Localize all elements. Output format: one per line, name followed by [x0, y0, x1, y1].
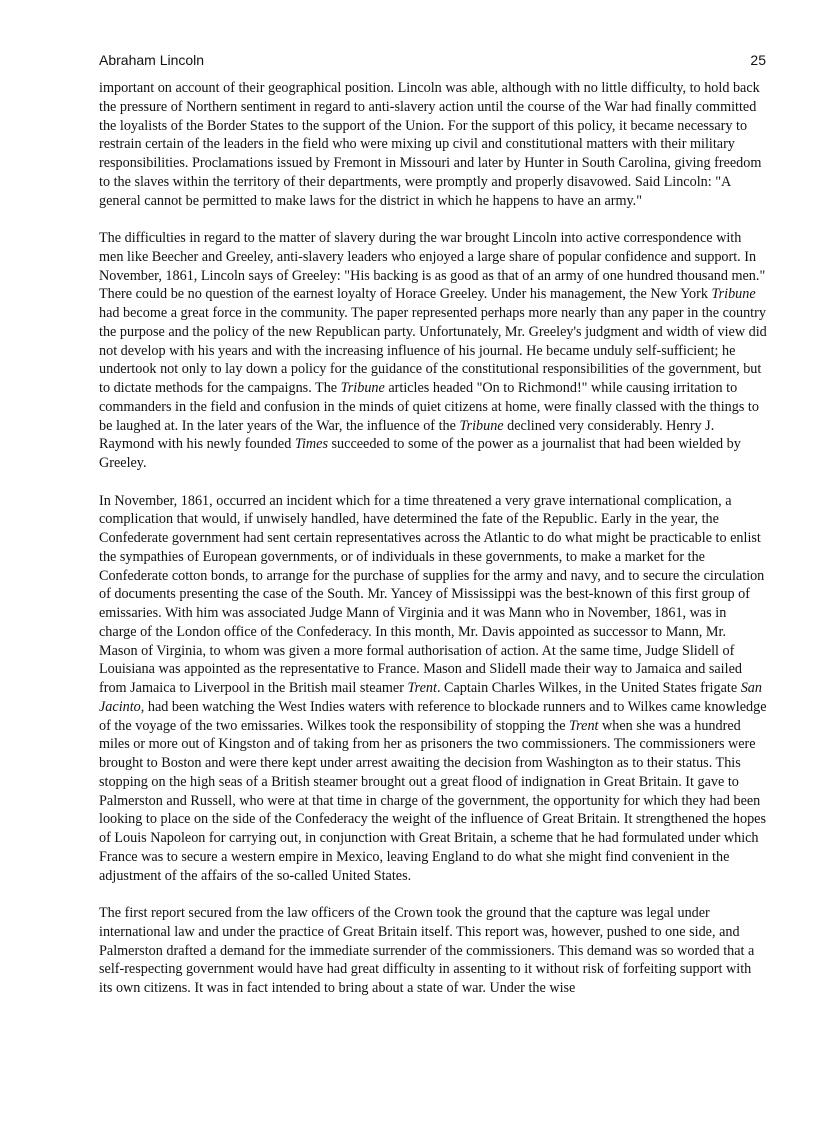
italic-title: Tribune [459, 417, 504, 434]
text-run: declined very considerably. Henry J. Raymond with his newly founded [99, 417, 715, 453]
text-run: , had been watching the West Indies waters with reference to blockade runners and to Wilkes came knowledge of the voyage of the two emissaries. Wilkes took the responsibility of stopping the [99, 698, 767, 734]
text-run: had become a great force in the community. The paper represented perhaps more nearly than any paper in the country the purpose and the policy of the new Republican party. Unfortunately, Mr. Greeley's judgment and width of view did not develop with his years and with the increasing influence of his journal. He became unduly self-sufficient; he undertook not only to lay down a policy for the guidance of the constitutional responsibilities of the government, but to dictate methods for the campaigns. The [99, 305, 767, 396]
body-text [99, 79, 767, 1017]
running-title: Abraham Lincoln [99, 52, 205, 68]
text-run: In November, 1861, occurred an incident which for a time threatened a very grave international complication, a complication that would, if unwisely handled, have determined the fate of the Republic. Early in the year, the Confederate government had sent certain representatives across the Atlantic to do what might be practicable to enlist the sympathies of European governments, or of individuals in these governments, to make a market for the Confederate cotton bonds, to arrange for the purchase of supplies for the army and navy, and to secure the circulation of documents presenting the case of the South. Mr. Yancey of Mississippi was the best-known of this first group of emissaries. With him was associated Judge Mann of Virginia and it was Mann who in November, 1861, was in charge of the London office of the Confederacy. In this month, Mr. Davis appointed as successor to Mann, Mr. Mason of Virginia, to whom was given a more formal authorisation of action. At the same time, Judge Slidell of Louisiana was appointed as the representative to France. Mason and Slidell made their way to Jamaica and sailed from Jamaica to Liverpool in the British mail steamer [99, 492, 765, 696]
text-run: important on account of their geographical position. Lincoln was able, although with no little difficulty, to hold back the pressure of Northern sentiment in regard to anti-slavery action until the course of the War had finally committed the loyalists of the Border States to the support of the Union. For the support of this policy, it became necessary to restrain certain of the leaders in the field who were mixing up civil and constitutional matters with their military responsibilities. Proclamations issued by Fremont in Missouri and later by Hunter in South Carolina, giving freedom to the slaves within the territory of their departments, were promptly and properly disavowed. Said Lincoln: "A general cannot be permitted to make laws for the district in which he happens to have an army." [99, 80, 762, 209]
italic-title: Trent [569, 717, 599, 734]
text-run: when she was a hundred miles or more out of Kingston and of taking from her as prisoners the two commissioners. The commissioners were brought to Boston and were there kept under arrest awaiting the decision from Washington as to their status. This stopping on the high seas of a British steamer brought out a great flood of indignation in Great Britain. It gave to Palmerston and Russell, who were at that time in charge of the government, the opportunity for which they had been looking to place on the side of the Confederacy the weight of the influence of Great Britain. It strengthened the hopes of Louis Napoleon for carrying out, in conjunction with Great Britain, a scheme that he had formulated under which France was to secure a western empire in Mexico, leaving England to do what she might find convenient in the adjustment of the affairs of the so-called United States. [99, 717, 766, 884]
italic-title: San Jacinto [99, 680, 762, 715]
italic-title: Tribune [340, 380, 385, 396]
text-run: The difficulties in regard to the matter of slavery during the war brought Lincoln into active correspondence with men like Beecher and Greeley, anti-slavery leaders who enjoyed a large share of popular confidence and support. In November, 1861, Lincoln says of Greeley: "His backing is as good as that of an army of one hundred thousand men." There could be no question of the earnest loyalty of Horace Greeley. Under his management, the New York [99, 230, 766, 303]
paragraph [99, 229, 767, 473]
text-run: . Captain Charles Wilkes, in the United States frigate [436, 680, 741, 696]
italic-title: Times [294, 436, 328, 453]
text-run: The first report secured from the law officers of the Crown took the ground that the capture was legal under international law and under the practice of Great Britain itself. This report was, however, pushed to one side, and Palmerston drafted a demand for the immediate surrender of the commissioners. This demand was so worded that a self-respecting government would have had great difficulty in assenting to it without risk of forfeiting support with its own citizens. It was in fact intended to bring about a state of war. Under the wise [99, 905, 755, 996]
page-number: 25 [750, 52, 766, 68]
italic-title: Trent [407, 680, 437, 696]
paragraph [99, 492, 767, 886]
italic-title: Tribune [711, 286, 756, 303]
paragraph [99, 79, 767, 210]
running-header [99, 52, 766, 72]
text-run: succeeded to some of the power as a journalist that had been wielded by Greeley. [99, 436, 741, 471]
text-run: articles headed "On to Richmond!" while causing irritation to commanders in the field and confusion in the minds of quiet citizens at home, were finally classed with the things to be laughed at. In the later years of the War, the influence of the [99, 380, 759, 434]
paragraph [99, 904, 767, 998]
